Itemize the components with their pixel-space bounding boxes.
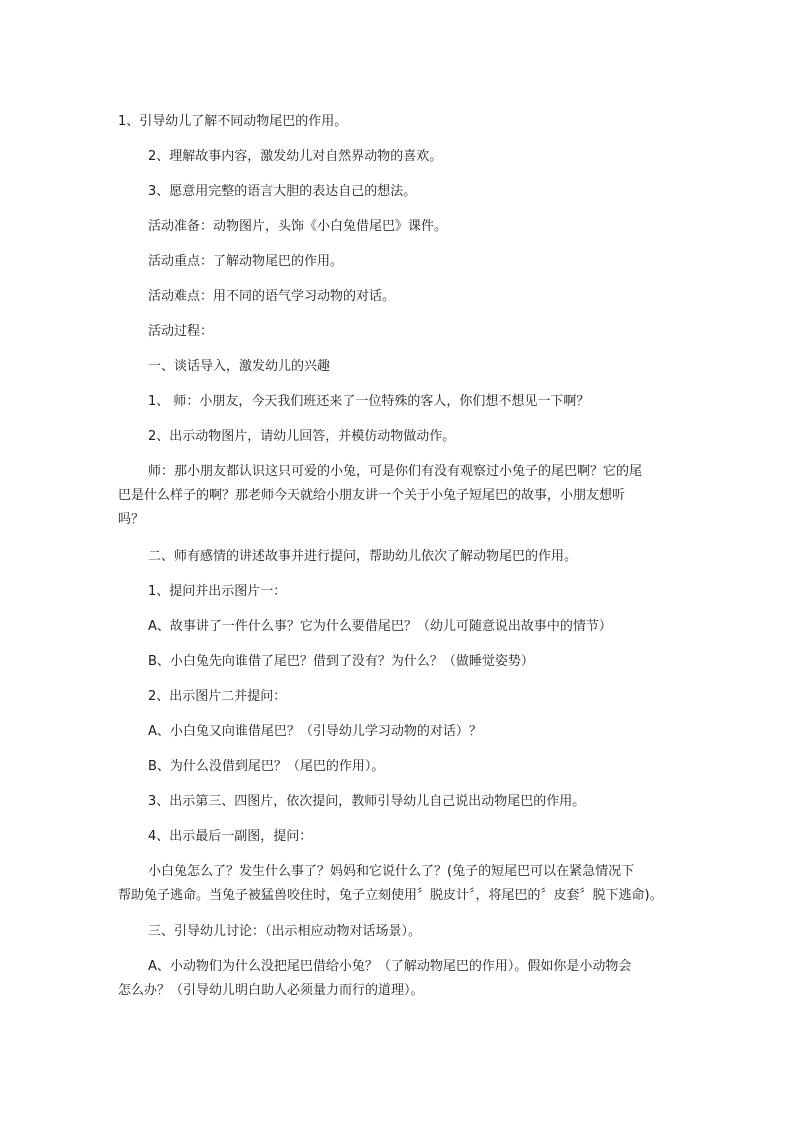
activity-process-heading: 活动过程：: [148, 324, 214, 339]
section-2-step-2-question-a: A、小白兔又向谁借尾巴？（引导幼儿学习动物的对话）？: [148, 724, 482, 739]
section-3-question-a: A、小动物们为什么没把尾巴借给小兔？（了解动物尾巴的作用）。假如你是小动物会 怎么办？（引导幼儿明白助人必须量力而行的道理）。: [118, 959, 632, 998]
objective-2: 2、理解故事内容，激发幼儿对自然界动物的喜欢。: [148, 149, 443, 164]
section-2-step-2-question-b: B、为什么没借到尾巴？（尾巴的作用）。: [148, 759, 385, 774]
section-2-step-4: 4、出示最后一副图，提问：: [148, 829, 313, 844]
section-2-question-a: A、故事讲了一件什么事？它为什么要借尾巴？（幼儿可随意说出故事中的情节）: [148, 619, 612, 634]
story-explanation: 小白兔怎么了？发生什么事了？妈妈和它说什么了？(兔子的短尾巴可以在紧急情况下 帮助兔子逃命。当兔子被猛兽咬住时，兔子立刻使用〞脱皮计〞，将尾巴的〞皮套〞脱下逃命)。: [118, 864, 663, 903]
activity-difficulty: 活动难点：用不同的语气学习动物的对话。: [148, 289, 396, 304]
objective-3: 3、愿意用完整的语言大胆的表达自己的想法。: [148, 184, 417, 199]
section-2-question-b: B、小白兔先向谁借了尾巴？借到了没有？为什么？（做睡觉姿势）: [148, 654, 534, 669]
section-2-step-2: 2、出示图片二并提问：: [148, 689, 287, 704]
activity-focus: 活动重点：了解动物尾巴的作用。: [148, 254, 344, 269]
section-2-heading: 二、师有感情的讲述故事并进行提问，帮助幼儿依次了解动物尾巴的作用。: [148, 549, 578, 564]
section-1-step-1: 1、 师：小朋友，今天我们班还来了一位特殊的客人，你们想不想见一下啊？: [148, 394, 590, 409]
section-1-heading: 一、谈话导入，激发幼儿的兴趣: [148, 359, 331, 374]
section-2-step-3: 3、出示第三、四图片，依次提问，教师引导幼儿自己说出动物尾巴的作用。: [148, 794, 586, 809]
objective-1: 1、引导幼儿了解不同动物尾巴的作用。: [118, 114, 348, 129]
section-3-heading: 三、引导幼儿讨论：（出示相应动物对话场景）。: [148, 924, 422, 939]
section-2-step-1: 1、提问并出示图片一：: [148, 584, 287, 599]
activity-preparation: 活动准备：动物图片，头饰《小白兔借尾巴》课件。: [148, 219, 448, 234]
teacher-dialogue: 师：那小朋友都认识这只可爱的小兔，可是你们有没有观察过小兔子的尾巴啊？它的尾 巴是什么样子的啊？那老师今天就给小朋友讲一个关于小兔子短尾巴的故事，小朋友想听 吗？: [118, 464, 643, 527]
section-1-step-2: 2、出示动物图片，请幼儿回答，并模仿动物做动作。: [148, 429, 456, 444]
